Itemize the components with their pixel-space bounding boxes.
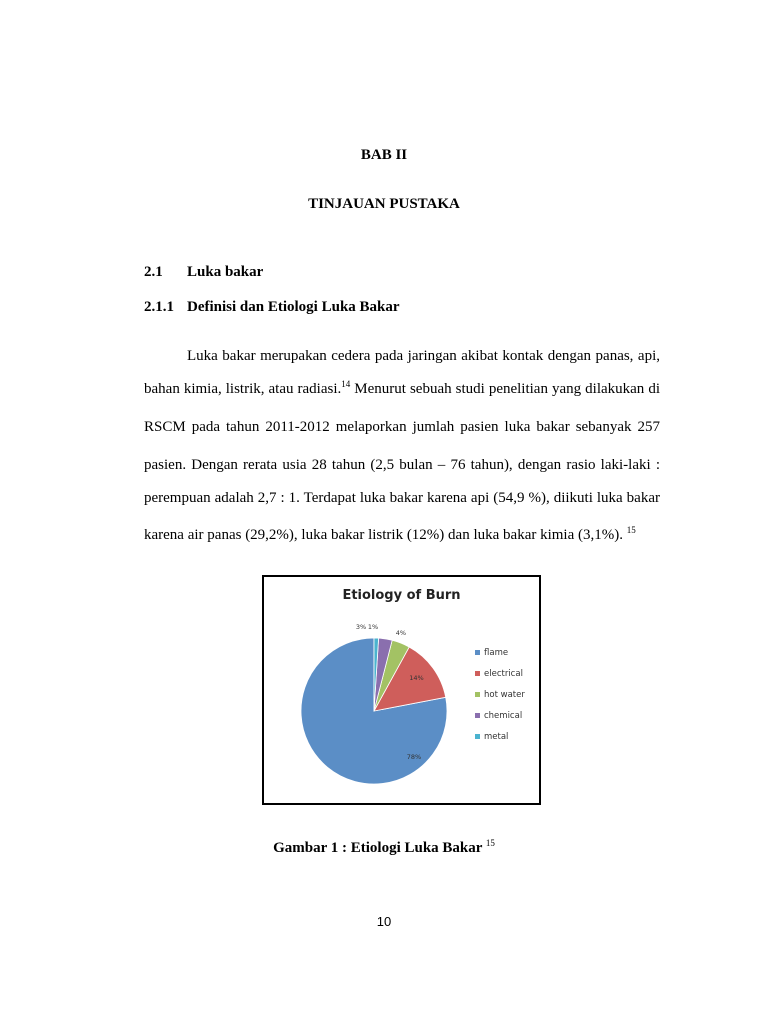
pie-label-hot-water: 4% (395, 629, 407, 638)
chart-legend (475, 649, 525, 754)
chapter-label: BAB II (360, 147, 408, 163)
legend-swatch (475, 650, 480, 655)
caption-text: Gambar 1 : Etiologi Luka Bakar (273, 840, 483, 856)
legend-swatch (475, 692, 480, 697)
paragraph-line-4: pasien. Dengan rerata usia 28 tahun (2,5 bulan – 76 tahun), dengan rasio laki-laki : (144, 457, 660, 473)
legend-item-chemical (475, 712, 525, 733)
legend-label: flame (484, 648, 509, 658)
pie-label-electrical: 14% (409, 674, 424, 683)
paragraph-line-5: perempuan adalah 2,7 : 1. Terdapat luka bakar karena api (54,9 %), diikuti luka bakar (144, 490, 660, 506)
subsection-title: Definisi dan Etiologi Luka Bakar (187, 299, 400, 315)
paragraph-line-3: RSCM pada tahun 2011-2012 melaporkan jumlah pasien luka bakar sebanyak 257 (144, 419, 660, 435)
reference-superscript: 15 (626, 525, 636, 535)
pie-label-chemical: 3% (355, 623, 367, 631)
legend-swatch (475, 734, 480, 739)
paragraph-line-2b: Menurut sebuah studi penelitian yang dilakukan di (350, 381, 660, 397)
legend-swatch (475, 671, 480, 676)
paragraph-line-6 (144, 525, 660, 546)
legend-label: electrical (484, 669, 523, 679)
legend-label: chemical (484, 711, 523, 721)
section-number: 2.1 (144, 264, 163, 280)
paragraph-line-1: Luka bakar merupakan cedera pada jaringan akibat kontak dengan panas, api, (187, 348, 660, 364)
chart-title: Etiology of Burn (342, 588, 461, 603)
chapter-title: TINJAUAN PUSTAKA (308, 196, 460, 212)
paragraph-line-6a: karena air panas (29,2%), luka bakar listrik (12%) dan luka bakar kimia (3,1%). (144, 527, 627, 543)
section-title: Luka bakar (187, 264, 264, 280)
figure-caption (0, 840, 768, 857)
legend-item-metal (475, 733, 525, 754)
legend-item-flame (475, 649, 525, 670)
pie-label-metal: 1% (367, 623, 379, 631)
paragraph-line-2 (144, 379, 660, 400)
pie-label-flame: 78% (406, 753, 422, 761)
legend-label: hot water (484, 690, 525, 700)
page-number: 10 (376, 914, 392, 929)
legend-item-electrical (475, 670, 525, 691)
pie-chart (262, 575, 541, 805)
subsection-number: 2.1.1 (144, 299, 174, 315)
legend-swatch (475, 713, 480, 718)
reference-superscript: 14 (341, 379, 351, 389)
legend-item-hot-water (475, 691, 525, 712)
legend-label: metal (484, 732, 509, 742)
caption-reference: 15 (485, 838, 495, 848)
paragraph-line-2a: bahan kimia, listrik, atau radiasi. (144, 381, 342, 397)
